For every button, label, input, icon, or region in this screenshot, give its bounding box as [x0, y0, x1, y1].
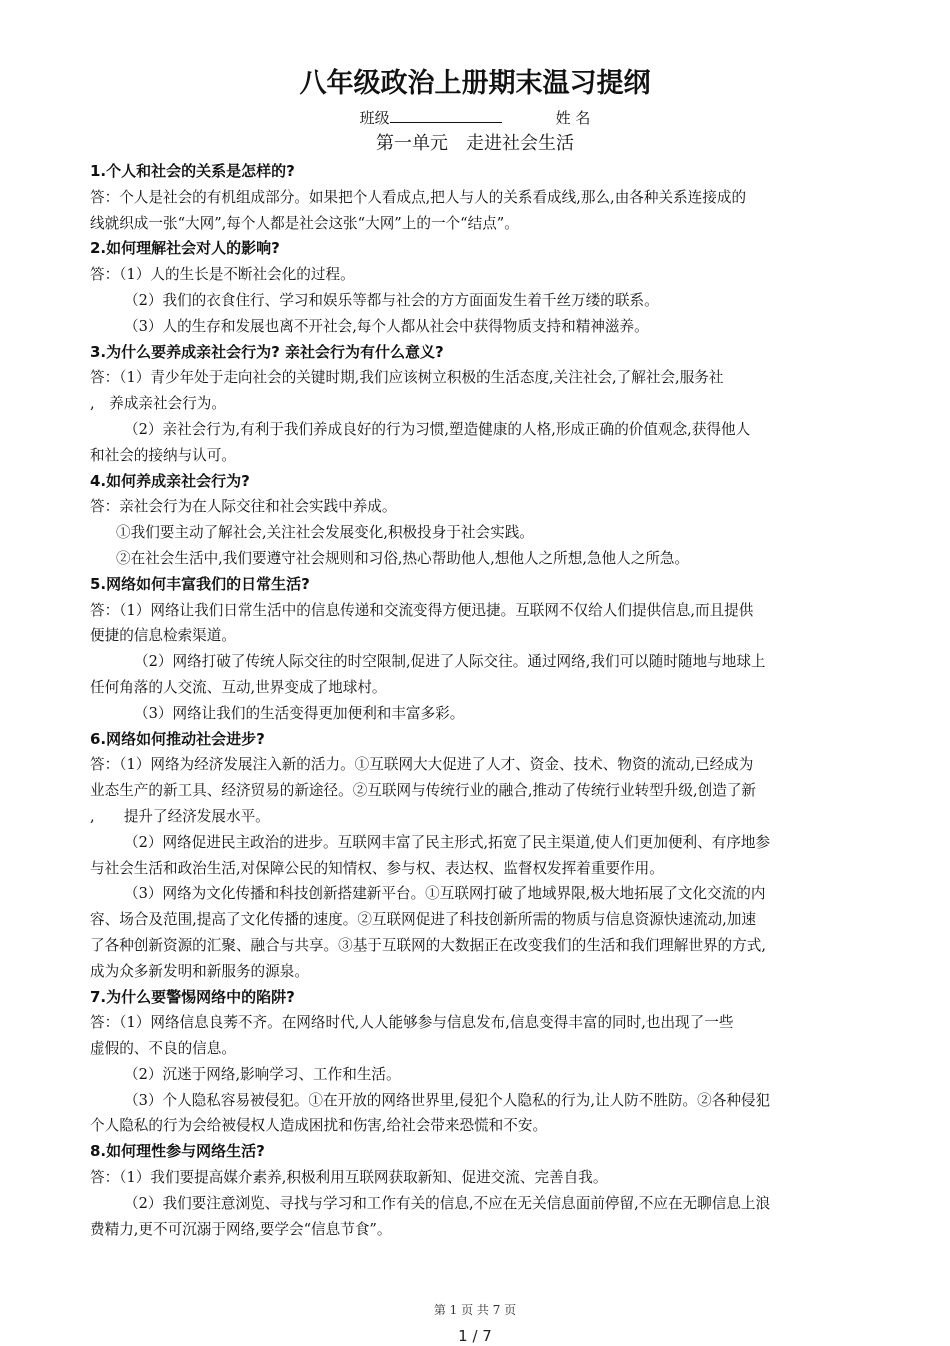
answer-line: 答：（1）网络让我们日常生活中的信息传递和交流变得方便迅捷。互联网不仅给人们提供信息,而且提供	[90, 601, 754, 619]
answer-line: （3）网络为文化传播和科技创新搭建新平台。①互联网打破了地域界限,极大地拓展了文化交流的内	[124, 885, 766, 903]
question-heading: 4.如何养成亲社会行为?	[90, 471, 250, 490]
question-heading: 2.如何理解社会对人的影响?	[90, 239, 280, 258]
answer-line: , 提升了经济发展水平。	[90, 807, 270, 825]
answer-line: 与社会生活和政治生活,对保障公民的知情权、参与权、表达权、监督权发挥着重要作用。	[90, 859, 664, 877]
answer-line: 容、场合及范围,提高了文化传播的速度。②互联网促进了科技创新所需的物质与信息资源快速流动,加速	[90, 911, 757, 929]
answer-line: 答：（1）网络为经济发展注入新的活力。①互联网大大促进了人才、资金、技术、物资的流动,已经成为	[90, 756, 754, 774]
page-footer: 第 1 页 共 7 页	[433, 1303, 517, 1317]
unit-title: 第一单元 走进社会生活	[376, 133, 574, 154]
answer-line: 和社会的接纳与认可。	[90, 446, 236, 464]
answer-line: （2）亲社会行为,有利于我们养成良好的行为习惯,塑造健康的人格,形成正确的价值观念,获得他人	[124, 420, 751, 438]
question-heading: 5.网络如何丰富我们的日常生活?	[90, 574, 310, 593]
page-indicator: 1 / 7	[458, 1327, 492, 1345]
answer-line: （3）个人隐私容易被侵犯。①在开放的网络世界里,侵犯个人隐私的行为,让人防不胜防。②各种侵犯	[124, 1091, 771, 1109]
answer-line: （2）网络促进民主政治的进步。互联网丰富了民主形式,拓宽了民主渠道,使人们更加便利、有序地参	[124, 833, 771, 851]
answer-line: 业态生产的新工具、经济贸易的新途径。②互联网与传统行业的融合,推动了传统行业转型升级,创造了新	[90, 782, 757, 800]
answer-line: 便捷的信息检索渠道。	[90, 627, 236, 645]
question-heading: 7.为什么要警惕网络中的陷阱?	[90, 987, 295, 1006]
answer-line: 任何角落的人交流、互动,世界变成了地球村。	[90, 678, 387, 696]
answer-line: 线就织成一张“大网”,每个人都是社会这张“大网”上的一个“结点”。	[90, 214, 519, 232]
answer-line: 答：（1）人的生长是不断社会化的过程。	[90, 266, 355, 284]
answer-line: （2）网络打破了传统人际交往的时空限制,促进了人际交往。通过网络,我们可以随时随地与地球上	[134, 653, 766, 671]
question-heading: 8.如何理性参与网络生活?	[90, 1142, 265, 1161]
answer-line: （2）沉迷于网络,影响学习、工作和生活。	[124, 1065, 401, 1083]
answer-line: （3）人的生存和发展也离不开社会,每个人都从社会中获得物质支持和精神滋养。	[124, 317, 649, 335]
answer-line: ①我们要主动了解社会,关注社会发展变化,积极投身于社会实践。	[116, 524, 534, 542]
class-label: 班级	[359, 109, 390, 127]
question-heading: 3.为什么要养成亲社会行为? 亲社会行为有什么意义?	[90, 342, 444, 361]
answer-line: 答：（1）网络信息良莠不齐。在网络时代,人人能够参与信息发布,信息变得丰富的同时,也出现了一些	[90, 1014, 734, 1032]
document-title: 八年级政治上册期末温习提纲	[299, 68, 651, 99]
answer-line: （3）网络让我们的生活变得更加便利和丰富多彩。	[134, 704, 465, 722]
document-body	[90, 159, 875, 1242]
answer-line: 答：个人是社会的有机组成部分。如果把个人看成点,把人与人的关系看成线,那么,由各种关系连接成的	[90, 188, 747, 206]
question-heading: 1.个人和社会的关系是怎样的?	[90, 162, 295, 180]
class-blank	[390, 108, 502, 123]
answer-line: , 养成亲社会行为。	[90, 395, 226, 413]
answer-line: 答：（1）青少年处于走向社会的关键时期,我们应该树立积极的生活态度,关注社会,了解社会,服务社	[90, 369, 724, 387]
question-heading: 6.网络如何推动社会进步?	[90, 729, 265, 748]
answer-line: （2）我们要注意浏览、寻找与学习和工作有关的信息,不应在无关信息面前停留,不应在无聊信息上浪	[124, 1194, 771, 1212]
answer-line: ②在社会生活中,我们要遵守社会规则和习俗,热心帮助他人,想他人之所想,急他人之所急。	[116, 549, 690, 567]
answer-line: 个人隐私的行为会给被侵权人造成困扰和伤害,给社会带来恐慌和不安。	[90, 1117, 548, 1135]
name-label: 姓 名	[555, 109, 591, 127]
class-name-line	[0, 108, 950, 128]
answer-line: 答：亲社会行为在人际交往和社会实践中养成。	[90, 498, 397, 516]
answer-line: 虚假的、不良的信息。	[90, 1040, 236, 1058]
answer-line: （2）我们的衣食住行、学习和娱乐等都与社会的方方面面发生着千丝万缕的联系。	[124, 291, 659, 309]
answer-line: 答：（1）我们要提高媒介素养,积极利用互联网获取新知、促进交流、完善自我。	[90, 1169, 608, 1187]
answer-line: 费精力,更不可沉溺于网络,要学会“信息节食”。	[90, 1220, 392, 1238]
answer-line: 了各种创新资源的汇聚、融合与共享。③基于互联网的大数据正在改变我们的生活和我们理解世界的方式,	[90, 936, 766, 954]
answer-line: 成为众多新发明和新服务的源泉。	[90, 962, 309, 980]
